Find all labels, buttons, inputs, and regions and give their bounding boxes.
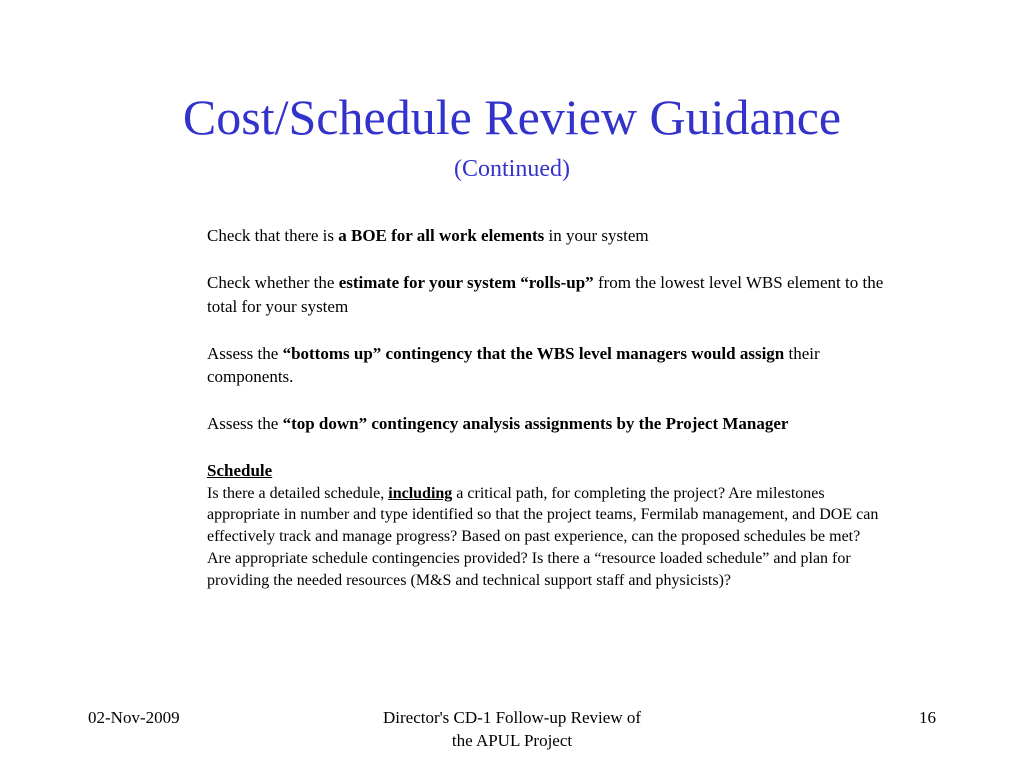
footer-date: 02-Nov-2009 [88,708,180,727]
guidance-item-pre: Assess the [207,343,283,363]
schedule-section [207,459,887,591]
guidance-item-post: in your system [544,226,649,245]
guidance-item-pre: Assess the [207,414,283,433]
guidance-item-bold: “top down” contingency analysis assignments by the Project Manager [282,414,789,433]
guidance-item-post: from the lowest level WBS element to the total for your system [207,273,884,316]
guidance-item-post: their components. [207,343,820,386]
footer-title-line-2: the APUL Project [451,731,573,750]
schedule-text-pre: Is there a detailed schedule, [207,484,389,502]
guidance-item-bold: estimate for your system “rolls-up” [338,273,594,292]
schedule-text-post: a critical path, for completing the project? Are milestones appropriate in number and type identified so that the project teams, Fermilab management, and DOE can effectively track and manage progress? Based on past experience, can the proposed schedules be met? Are appropriate schedule contingencies provided? Is there a “resource loaded schedule” and plan for providing the needed resources (M&S and technical support staff and physicists)? [207,484,879,589]
slide-subtitle: (Continued) [454,156,570,182]
page-number: 16 [919,708,936,727]
schedule-text-emphasis: including [388,484,453,502]
schedule-heading: Schedule [207,461,273,480]
guidance-item [207,224,887,248]
guidance-item-pre: Check that there is [207,226,339,245]
guidance-item [207,271,887,318]
guidance-item-bold: “bottoms up” contingency that the WBS level managers would assign [282,343,785,363]
footer-title-line-1: Director's CD-1 Follow-up Review of [382,708,642,727]
guidance-item [207,342,887,389]
footer-title [312,706,712,752]
guidance-item-pre: Check whether the [207,273,339,292]
guidance-item [207,412,887,436]
schedule-text [207,483,887,592]
slide-body [207,224,887,591]
slide-title: Cost/Schedule Review Guidance [182,89,842,145]
guidance-item-bold: a BOE for all work elements [338,226,545,245]
